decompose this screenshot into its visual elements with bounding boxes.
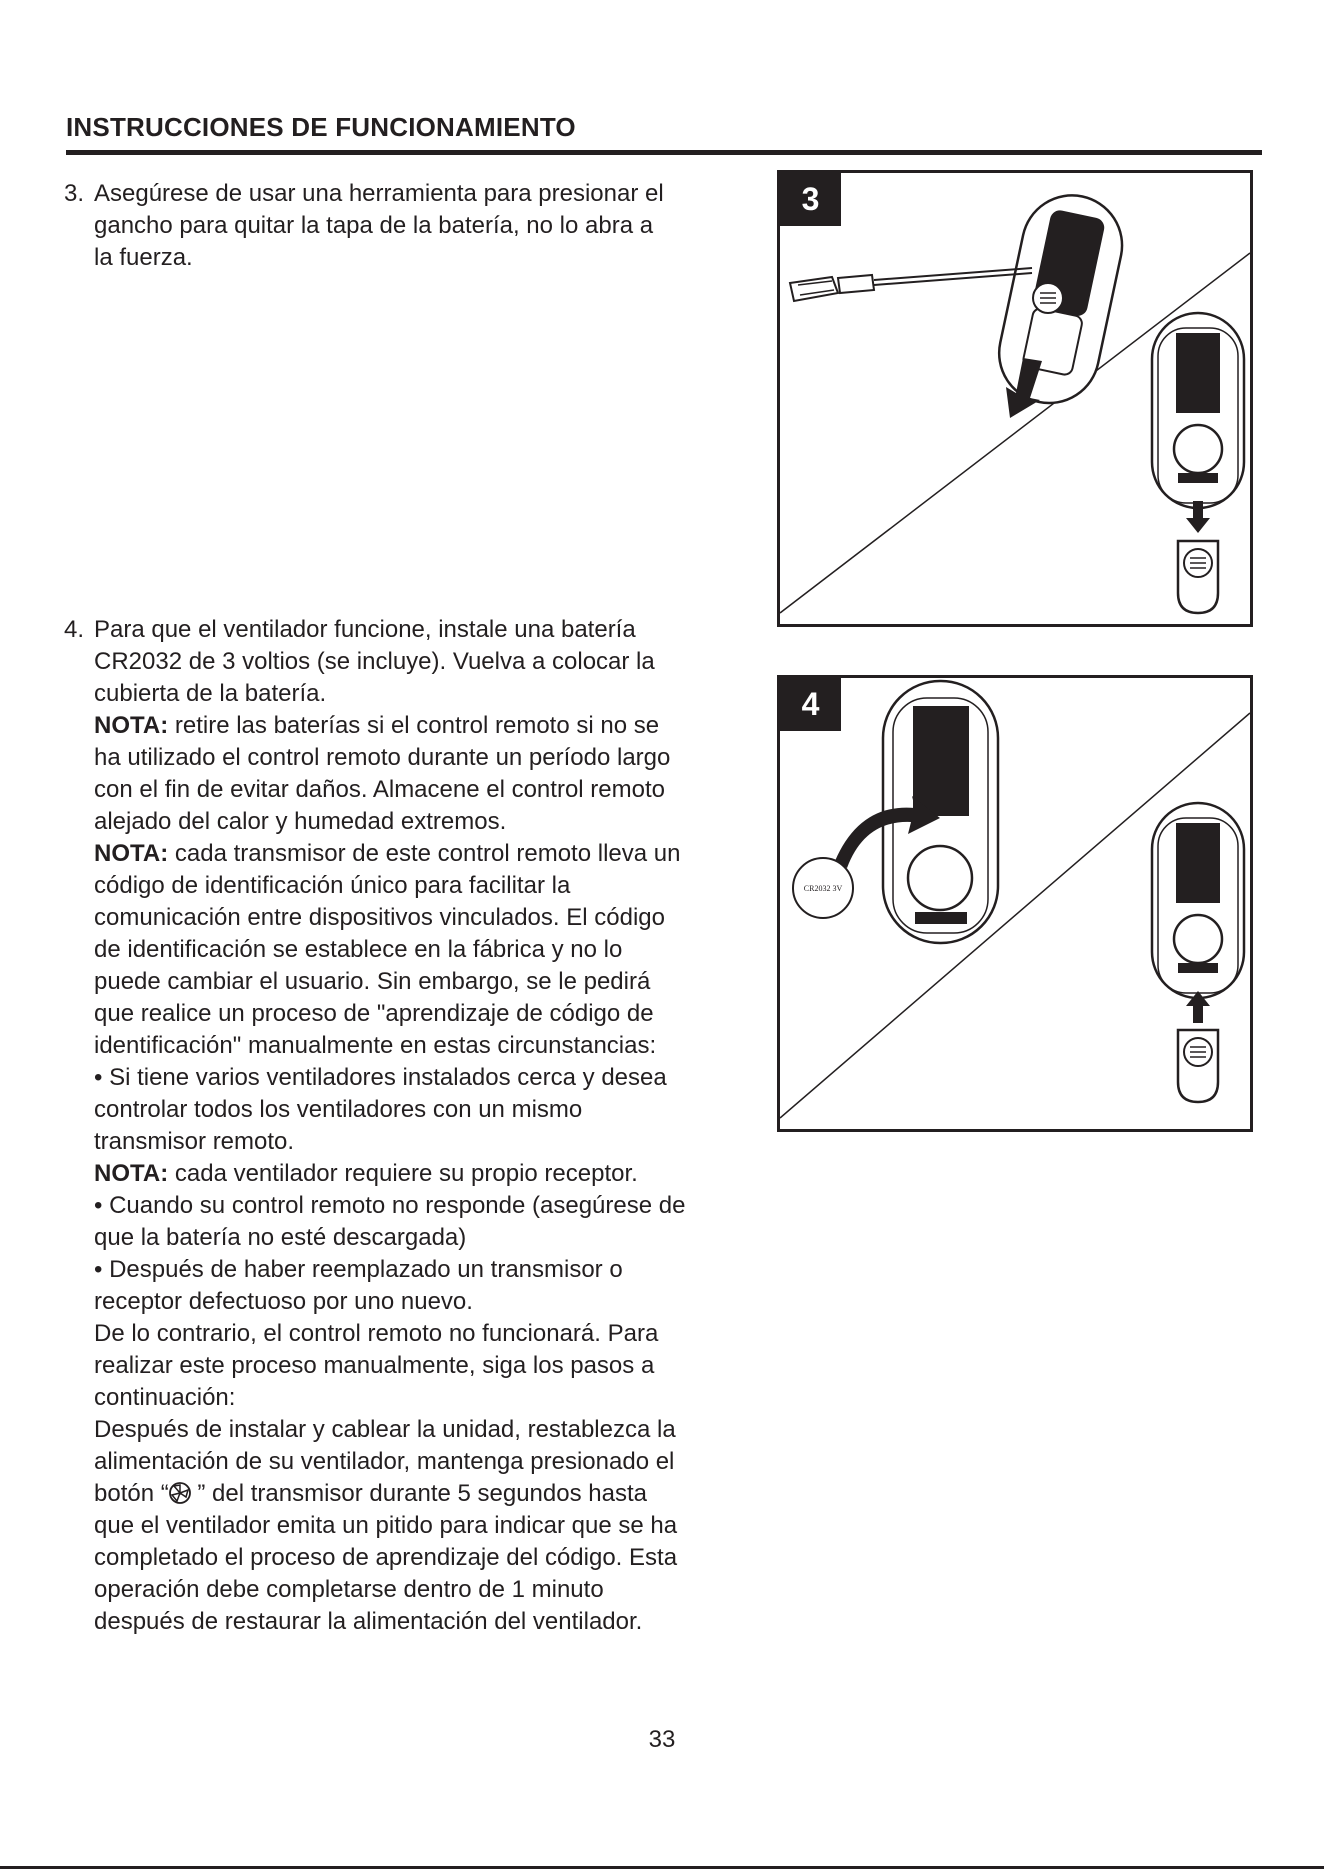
step-4-line: cubierta de la batería. bbox=[94, 680, 327, 707]
bottom-rule bbox=[0, 1866, 1324, 1869]
remote-back-icon bbox=[1152, 803, 1244, 998]
battery-cover-icon bbox=[1178, 541, 1218, 613]
page-title: INSTRUCCIONES DE FUNCIONAMIENTO bbox=[66, 112, 576, 142]
step-4-line: alimentación de su ventilador, mantenga presionado el bbox=[94, 1448, 675, 1475]
note-1-line: con el fin de evitar daños. Almacene el control remoto bbox=[94, 776, 665, 803]
note-2-line: código de identificación único para facilitar la bbox=[94, 872, 571, 899]
step-4-line: que la batería no esté descargada) bbox=[94, 1224, 467, 1251]
note-2-line: • Si tiene varios ventiladores instalados cerca y desea bbox=[94, 1064, 667, 1091]
step-3-number: 3. bbox=[64, 180, 85, 207]
note-2-line: de identificación se establece en la fábrica y no lo bbox=[94, 936, 623, 963]
step-4-line: continuación: bbox=[94, 1384, 236, 1411]
step-3-line: gancho para quitar la tapa de la batería, no lo abra a bbox=[94, 212, 654, 239]
step-4-line: completado el proceso de aprendizaje del código. Esta bbox=[94, 1544, 678, 1571]
page-number: 33 bbox=[648, 1726, 676, 1753]
note-2: NOTA: cada transmisor de este control remoto lleva un bbox=[94, 840, 681, 867]
screwdriver-icon bbox=[790, 268, 1032, 301]
figure-4-badge: 4 bbox=[780, 678, 841, 731]
title-rule bbox=[66, 150, 1262, 155]
step-4-line: CR2032 de 3 voltios (se incluye). Vuelva a colocar la bbox=[94, 648, 655, 675]
note-label: NOTA: bbox=[94, 1160, 169, 1187]
note-2-line: transmisor remoto. bbox=[94, 1128, 295, 1155]
note-label: NOTA: bbox=[94, 840, 169, 867]
step-4-line: operación debe completarse dentro de 1 minuto bbox=[94, 1576, 604, 1603]
note-2-line: comunicación entre dispositivos vinculados. El código bbox=[94, 904, 665, 931]
step-3-text bbox=[64, 178, 764, 274]
note-label: NOTA: bbox=[94, 712, 169, 739]
remote-back-icon bbox=[1152, 313, 1244, 508]
step-4-line: realizar este proceso manualmente, siga los pasos a bbox=[94, 1352, 655, 1379]
step-3-line: 3. Asegúrese de usar una herramienta para presionar el bbox=[64, 178, 764, 210]
battery-cover-icon bbox=[1178, 1030, 1218, 1102]
step-4-text bbox=[64, 614, 764, 1638]
step-4-line: • Cuando su control remoto no responde (asegúrese de bbox=[94, 1192, 686, 1219]
step-3-line: la fuerza. bbox=[94, 244, 193, 271]
figure-3-illustration bbox=[780, 173, 1250, 624]
step-4-line: • Después de haber reemplazado un transmisor o bbox=[94, 1256, 623, 1283]
step-4-line: Después de instalar y cablear la unidad, restablezca la bbox=[94, 1416, 676, 1443]
figure-step-3 bbox=[777, 170, 1253, 627]
note-1-line: ha utilizado el control remoto durante un período largo bbox=[94, 744, 671, 771]
step-4-line: De lo contrario, el control remoto no funcionará. Para bbox=[94, 1320, 659, 1347]
step-4-line: después de restaurar la alimentación del ventilador. bbox=[94, 1608, 643, 1635]
note-3: NOTA: cada ventilador requiere su propio receptor. bbox=[94, 1160, 638, 1187]
note-1: NOTA: retire las baterías si el control remoto si no se bbox=[94, 712, 660, 739]
note-2-line: que realice un proceso de "aprendizaje de código de bbox=[94, 1000, 654, 1027]
figure-4-illustration bbox=[780, 678, 1250, 1129]
note-2-line: identificación" manualmente en estas circunstancias: bbox=[94, 1032, 657, 1059]
note-1-line: alejado del calor y humedad extremos. bbox=[94, 808, 507, 835]
battery-label: CR2032 3V bbox=[803, 884, 843, 893]
fan-button-line: botón “ ” del transmisor durante 5 segundos hasta bbox=[94, 1480, 647, 1507]
step-4-line: receptor defectuoso por uno nuevo. bbox=[94, 1288, 473, 1315]
step-4-line: que el ventilador emita un pitido para indicar que se ha bbox=[94, 1512, 678, 1539]
figure-step-4 bbox=[777, 675, 1253, 1132]
note-2-line: puede cambiar el usuario. Sin embargo, se le pedirá bbox=[94, 968, 651, 995]
figure-3-badge: 3 bbox=[780, 173, 841, 226]
note-2-line: controlar todos los ventiladores con un mismo bbox=[94, 1096, 583, 1123]
step-4-number: 4. bbox=[64, 616, 85, 643]
step-4-line: 4. Para que el ventilador funcione, instale una batería bbox=[64, 614, 764, 646]
fan-icon bbox=[169, 1482, 191, 1504]
